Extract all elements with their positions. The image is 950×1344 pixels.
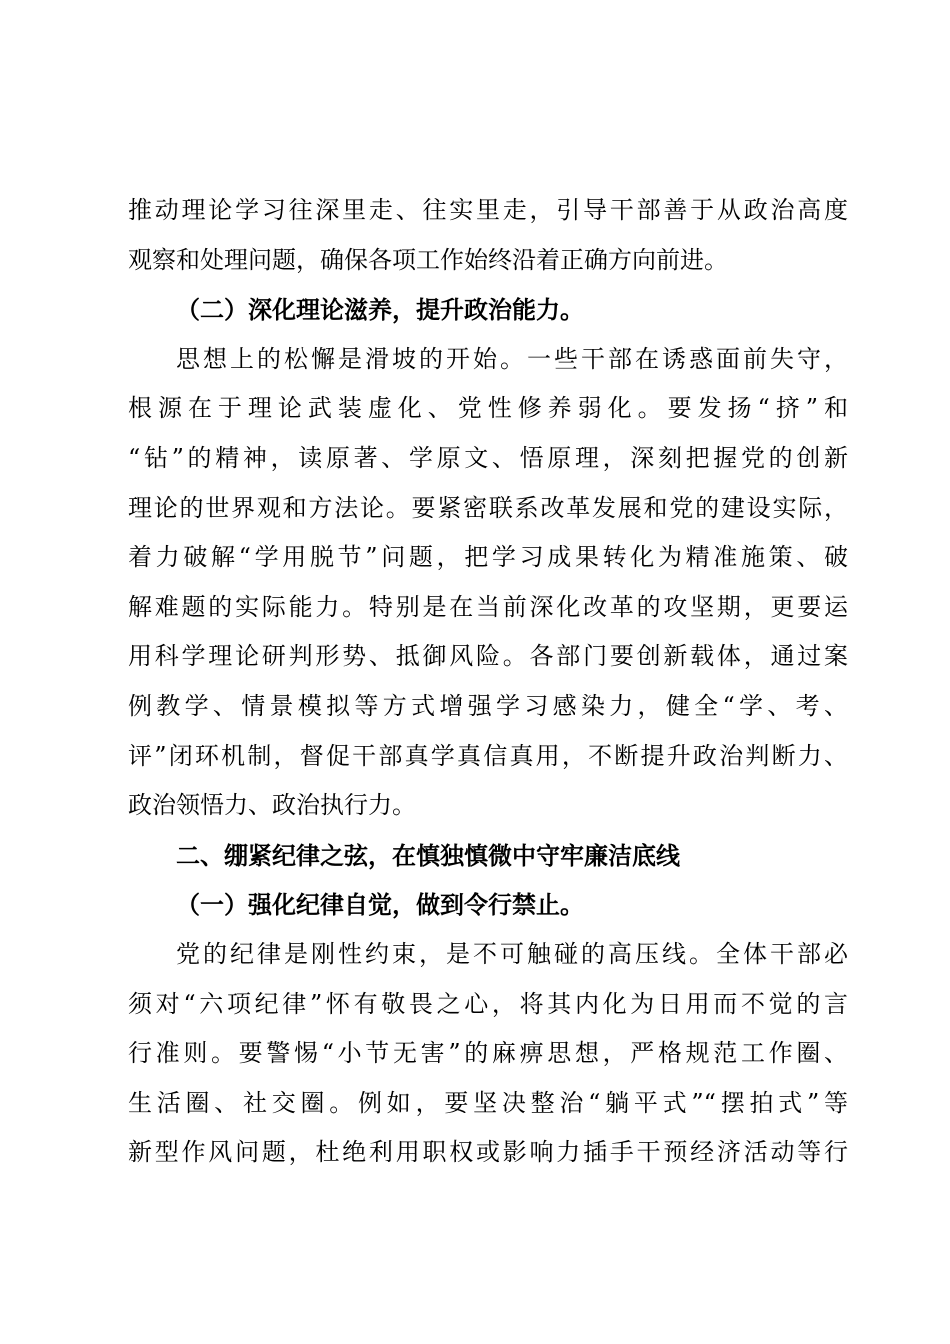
paragraph-line: 行准则。要警惕“小节无害”的麻痹思想，严格规范工作圈、 xyxy=(128,1039,848,1068)
paragraph-theory xyxy=(128,335,848,831)
document-page xyxy=(128,186,848,1178)
paragraph-line: 例教学、情景模拟等方式增强学习感染力，健全“学、考、 xyxy=(128,691,848,720)
paragraph-line: 政治领悟力、政治执行力。 xyxy=(128,791,416,820)
paragraph-discipline xyxy=(128,930,848,1178)
paragraph-line: “钻”的精神，读原著、学原文、悟原理，深刻把握党的创新 xyxy=(128,443,848,472)
paragraph-line: 思想上的松懈是滑坡的开始。一些干部在诱惑面前失守， xyxy=(176,344,848,373)
section-heading-2-1: （一）强化纪律自觉，做到令行禁止。 xyxy=(176,890,584,920)
paragraph-line: 须对“六项纪律”怀有敬畏之心，将其内化为日用而不觉的言 xyxy=(128,989,848,1018)
paragraph-line: 着力破解“学用脱节”问题，把学习成果转化为精准施策、破 xyxy=(128,543,848,572)
section-heading-2: 二、绷紧纪律之弦，在慎独慎微中守牢廉洁底线 xyxy=(176,840,680,870)
paragraph-line: 推动理论学习往深里走、往实里走，引导干部善于从政治高度 xyxy=(128,196,848,224)
paragraph-line: 党的纪律是刚性约束，是不可触碰的高压线。全体干部必 xyxy=(176,939,848,968)
section-heading-2-2: （二）深化理论滋养，提升政治能力。 xyxy=(176,295,584,325)
paragraph-line: 用科学理论研判形势、抵御风险。各部门要创新载体，通过案 xyxy=(128,642,848,671)
paragraph-line: 根源在于理论武装虚化、党性修养弱化。要发扬“挤”和 xyxy=(128,394,848,423)
paragraph-line: 评”闭环机制，督促干部真学真信真用，不断提升政治判断力、 xyxy=(128,741,848,770)
paragraph-line: 理论的世界观和方法论。要紧密联系改革发展和党的建设实际， xyxy=(128,493,848,522)
paragraph-line: 解难题的实际能力。特别是在当前深化改革的攻坚期，更要运 xyxy=(128,592,848,621)
paragraph-continued xyxy=(128,186,848,285)
paragraph-line: 观察和处理问题，确保各项工作始终沿着正确方向前进。 xyxy=(128,245,728,274)
paragraph-line: 新型作风问题，杜绝利用职权或影响力插手干预经济活动等行 xyxy=(128,1138,848,1167)
paragraph-line: 生活圈、社交圈。例如，要坚决整治“躺平式”“摆拍式”等 xyxy=(128,1088,848,1117)
